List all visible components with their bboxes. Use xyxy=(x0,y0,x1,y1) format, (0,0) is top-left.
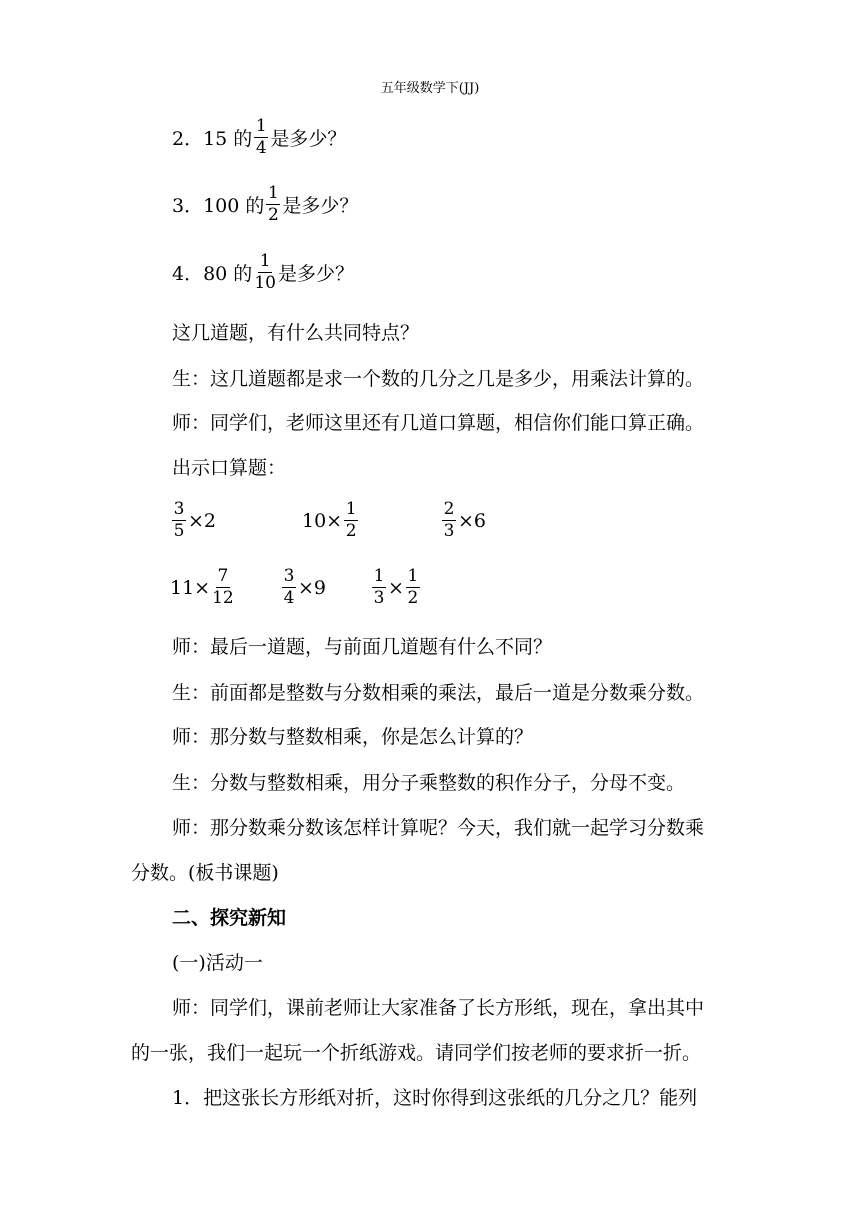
paragraph: 师：那分数乘分数该怎样计算呢？今天，我们就一起学习分数乘 xyxy=(172,817,705,839)
subsection-heading: (一)活动一 xyxy=(172,952,263,974)
denominator: 5 xyxy=(173,521,185,541)
question-3 xyxy=(172,184,358,225)
paragraph: 师：那分数与整数相乘，你是怎么计算的？ xyxy=(172,726,534,748)
fraction xyxy=(254,117,268,158)
denominator: 4 xyxy=(283,588,295,608)
question-text: 4．80 的 xyxy=(172,263,253,285)
numerator: 2 xyxy=(443,499,455,519)
oral-item xyxy=(440,500,486,541)
numerator: 3 xyxy=(173,499,185,519)
denominator: 4 xyxy=(255,138,267,158)
numerator: 3 xyxy=(283,566,295,586)
oral-prefix: 11× xyxy=(170,576,211,599)
paragraph: 师：同学们，老师这里还有几道口算题，相信你们能口算正确。 xyxy=(172,412,705,434)
question-text: 2．15 的 xyxy=(172,128,253,150)
fraction xyxy=(212,567,234,608)
fraction xyxy=(372,567,386,608)
denominator: 2 xyxy=(407,588,419,608)
oral-suffix: ×6 xyxy=(458,509,487,532)
oral-item xyxy=(370,567,422,608)
denominator: 2 xyxy=(345,521,357,541)
denominator: 10 xyxy=(254,273,276,293)
oral-prefix: 10× xyxy=(302,509,343,532)
oral-suffix: ×2 xyxy=(188,509,217,532)
paragraph: 这几道题，有什么共同特点？ xyxy=(172,322,420,344)
paragraph: 分数。(板书课题) xyxy=(131,862,279,884)
denominator: 3 xyxy=(373,588,385,608)
paragraph: 1．把这张长方形纸对折，这时你得到这张纸的几分之几？能列 xyxy=(172,1087,698,1109)
numerator: 1 xyxy=(373,566,385,586)
denominator: 12 xyxy=(212,588,234,608)
question-4 xyxy=(172,252,354,293)
numerator: 1 xyxy=(407,566,419,586)
page-header: 五年级数学下(JJ) xyxy=(380,81,480,96)
numerator: 1 xyxy=(255,116,267,136)
numerator: 1 xyxy=(259,251,271,271)
fraction xyxy=(344,500,358,541)
section-heading: 二、探究新知 xyxy=(172,907,287,929)
fraction xyxy=(266,184,280,225)
fraction xyxy=(172,500,186,541)
fraction xyxy=(282,567,296,608)
question-text: 是多少？ xyxy=(270,128,347,150)
numerator: 1 xyxy=(267,183,279,203)
question-text: 是多少？ xyxy=(282,195,359,217)
oral-item xyxy=(280,567,326,608)
oral-suffix: ×9 xyxy=(298,576,327,599)
oral-item xyxy=(170,500,216,541)
paragraph: 的一张，我们一起玩一个折纸游戏。请同学们按老师的要求折一折。 xyxy=(131,1042,702,1064)
question-text: 3．100 的 xyxy=(172,195,265,217)
question-2 xyxy=(172,117,346,158)
paragraph: 生：分数与整数相乘，用分子乘整数的积作分子，分母不变。 xyxy=(172,772,686,794)
oral-suffix: × xyxy=(388,576,404,599)
numerator: 7 xyxy=(217,566,229,586)
question-text: 是多少？ xyxy=(277,263,354,285)
fraction xyxy=(254,252,276,293)
oral-item xyxy=(170,567,236,608)
paragraph: 出示口算题： xyxy=(172,457,287,479)
oral-item xyxy=(302,500,360,541)
paragraph: 生：前面都是整数与分数相乘的乘法，最后一道是分数乘分数。 xyxy=(172,682,705,704)
fraction xyxy=(406,567,420,608)
paragraph: 师：同学们，课前老师让大家准备了长方形纸，现在，拿出其中 xyxy=(172,997,705,1019)
numerator: 1 xyxy=(345,499,357,519)
denominator: 3 xyxy=(443,521,455,541)
paragraph: 师：最后一道题，与前面几道题有什么不同？ xyxy=(172,636,553,658)
denominator: 2 xyxy=(267,205,279,225)
fraction xyxy=(442,500,456,541)
paragraph: 生：这几道题都是求一个数的几分之几是多少，用乘法计算的。 xyxy=(172,368,705,390)
